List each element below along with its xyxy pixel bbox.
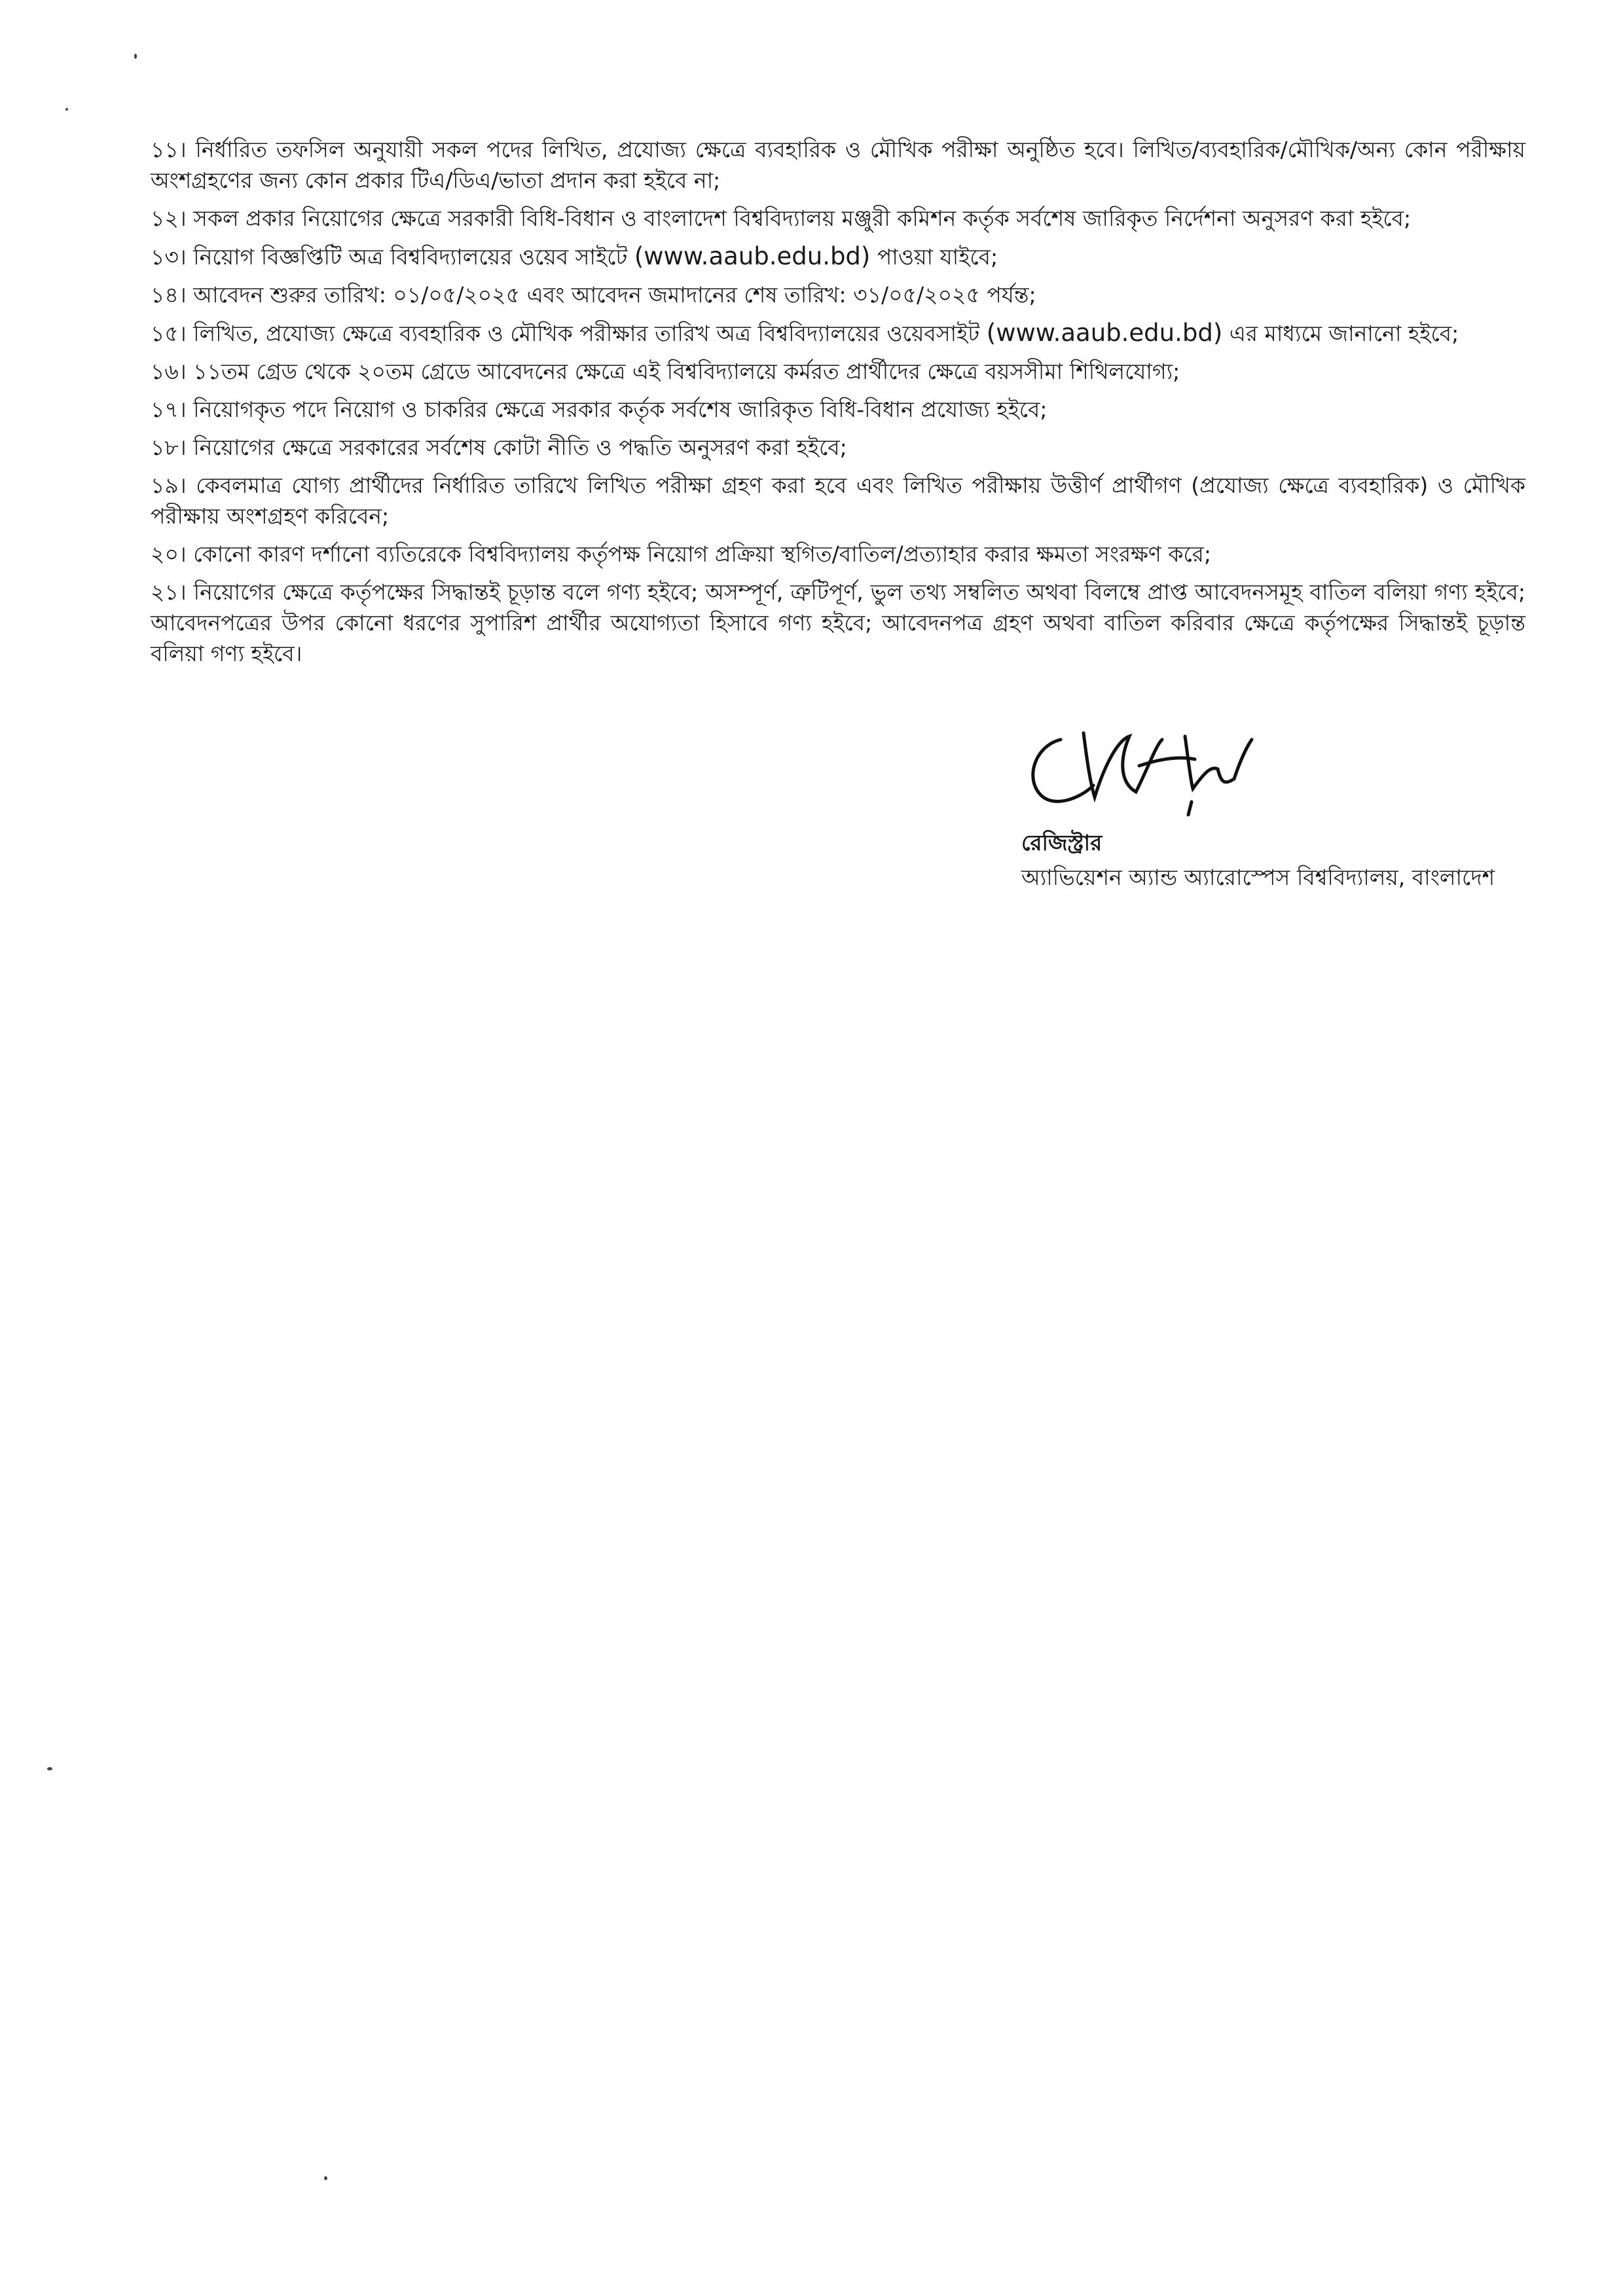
clause-16 [151, 356, 1525, 387]
clause-13 [151, 241, 1525, 272]
scan-speck [47, 1767, 52, 1770]
clause-number: ১২। [151, 206, 187, 231]
clause-text: কোনো কারণ দর্শানো ব্যতিরেকে বিশ্ববিদ্যালয় কর্তৃপক্ষ নিয়োগ প্রক্রিয়া স্থগিত/বাতিল/প্রত্যাহার করার ক্ষমতা সংরক্ষণ করে; [193, 541, 1211, 567]
clause-number: ১৪। [151, 282, 187, 308]
clause-number: ২১। [151, 579, 187, 605]
clause-15 [151, 317, 1525, 349]
clause-text: নির্ধারিত তফসিল অনুযায়ী সকল পদের লিখিত, প্রযোজ্য ক্ষেত্রে ব্যবহারিক ও মৌখিক পরীক্ষা অনুষ্ঠিত হবে। লিখিত/ব্যবহারিক/মৌখিক/অন্য কোন পরীক্ষায় অংশগ্রহণের জন্য কোন প্রকার টিএ/ডিএ/ভাতা প্রদান করা হইবে না; [151, 137, 1525, 193]
clause-19 [151, 470, 1525, 531]
signatory-organization: অ্যাভিয়েশন অ্যান্ড অ্যারোস্পেস বিশ্ববিদ্যালয়, বাংলাদেশ [1021, 865, 1495, 890]
clause-text: সকল প্রকার নিয়োগের ক্ষেত্রে সরকারী বিধি-বিধান ও বাংলাদেশ বিশ্ববিদ্যালয় মঞ্জুরী কমিশন কর্তৃক সর্বশেষ জারিকৃত নির্দেশনা অনুসরণ করা হইবে; [193, 206, 1412, 231]
clause-text-after: পাওয়া যাইবে; [877, 244, 998, 270]
clause-text: নিয়োগের ক্ষেত্রে সরকারের সর্বশেষ কোটা নীতি ও পদ্ধতি অনুসরণ করা হইবে; [193, 435, 847, 460]
clause-number: ২০। [151, 541, 187, 567]
clause-14 [151, 279, 1525, 310]
clause-number: ১৮। [151, 435, 187, 460]
handwritten-signature [1021, 720, 1296, 818]
website-url: (www.aaub.edu.bd) [986, 319, 1223, 347]
clause-number: ১৯। [151, 473, 187, 498]
terms-list [151, 134, 1525, 676]
clause-number: ১৭। [151, 397, 187, 422]
scan-speck [324, 2176, 327, 2180]
website-url: (www.aaub.edu.bd) [634, 242, 871, 270]
clause-number: ১৫। [151, 321, 187, 346]
clause-text: নিয়োগকৃত পদে নিয়োগ ও চাকরির ক্ষেত্রে সরকার কর্তৃক সর্বশেষ জারিকৃত বিধি-বিধান প্রযোজ্য হইবে; [193, 397, 1048, 422]
clause-number: ১৬। [151, 359, 187, 384]
clause-number: ১১। [151, 137, 187, 162]
clause-21 [151, 577, 1525, 669]
clause-text: কেবলমাত্র যোগ্য প্রার্থীদের নির্ধারিত তারিখে লিখিত পরীক্ষা গ্রহণ করা হবে এবং লিখিত পরীক্ষায় উত্তীর্ণ প্রার্থীগণ (প্রযোজ্য ক্ষেত্রে ব্যবহারিক) ও মৌখিক পরীক্ষায় অংশগ্রহণ করিবেন; [151, 473, 1525, 529]
clause-18 [151, 432, 1525, 463]
clause-text: আবেদন শুরুর তারিখ: ০১/০৫/২০২৫ এবং আবেদন জমাদানের শেষ তারিখ: ৩১/০৫/২০২৫ পর্যন্ত; [193, 282, 1036, 308]
clause-text-before: লিখিত, প্রযোজ্য ক্ষেত্রে ব্যবহারিক ও মৌখিক পরীক্ষার তারিখ অত্র বিশ্ববিদ্যালয়ের ওয়েবসাইট [193, 321, 980, 346]
clause-text: নিয়োগের ক্ষেত্রে কর্তৃপক্ষের সিদ্ধান্তই চূড়ান্ত বলে গণ্য হইবে; অসম্পূর্ণ, ত্রুটিপূর্ণ, ভুল তথ্য সম্বলিত অথবা বিলম্বে প্রাপ্ত আবেদনসমূহ বাতিল বলিয়া গণ্য হইবে; আবেদনপত্রের উপর কোনো ধরণের সুপারিশ প্রার্থীর অযোগ্যতা হিসাবে গণ্য হইবে; আবেদনপত্র গ্রহণ অথবা বাতিল করিবার ক্ষেত্রে কর্তৃপক্ষের সিদ্ধান্তই চূড়ান্ত বলিয়া গণ্য হইবে। [151, 579, 1525, 666]
scan-speck [65, 108, 68, 111]
clause-11 [151, 134, 1525, 196]
clause-17 [151, 394, 1525, 425]
scan-speck [134, 54, 137, 59]
clause-text-after: এর মাধ্যমে জানানো হইবে; [1229, 321, 1459, 346]
clause-number: ১৩। [151, 244, 187, 270]
clause-text-before: নিয়োগ বিজ্ঞপ্তিটি অত্র বিশ্ববিদ্যালয়ের ওয়েব সাইটে [193, 244, 628, 270]
signatory-designation: রেজিস্ট্রার [1021, 830, 1103, 855]
clause-12 [151, 203, 1525, 234]
clause-20 [151, 539, 1525, 569]
clause-text: ১১তম গ্রেড থেকে ২০তম গ্রেডে আবেদনের ক্ষেত্রে এই বিশ্ববিদ্যালয়ে কর্মরত প্রার্থীদের ক্ষেত্রে বয়সসীমা শিথিলযোগ্য; [193, 359, 1180, 384]
